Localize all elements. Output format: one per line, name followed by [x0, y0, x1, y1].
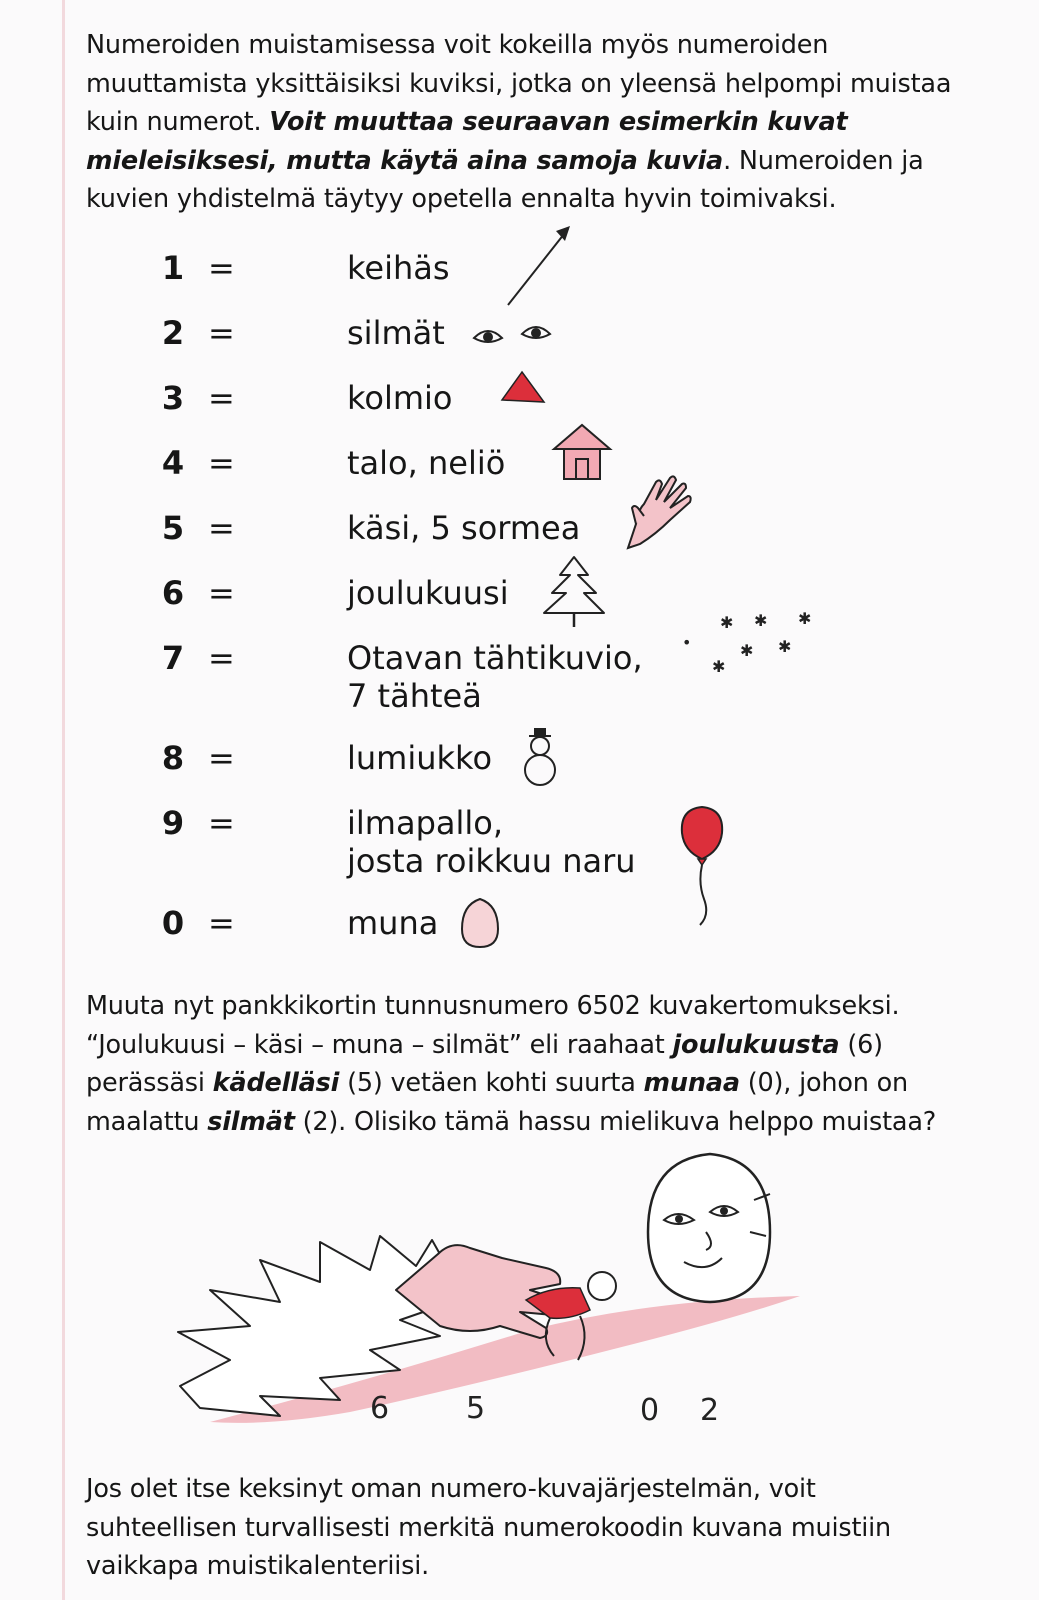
- code-row-6: [0, 573, 1039, 633]
- story-text: (2). Olisiko tämä hassu mielikuva helppo muistaa?: [294, 1106, 937, 1137]
- equals-sign: =: [208, 249, 235, 287]
- svg-text:•: •: [682, 633, 692, 652]
- digit-2: 2: [700, 1393, 720, 1428]
- illustration-digits: [370, 1391, 719, 1428]
- image-word: Otavan tähtikuvio,: [347, 639, 643, 677]
- image-word: talo, neliö: [347, 444, 506, 482]
- story-text: (5) vetäen kohti suurta: [339, 1068, 644, 1098]
- svg-text:✱: ✱: [754, 611, 768, 630]
- triangle-icon: [498, 368, 548, 408]
- code-row-1: [0, 248, 1039, 308]
- story-emphasis-tree: joulukuusta: [672, 1029, 840, 1060]
- image-word: käsi, 5 sormea: [347, 509, 581, 547]
- code-row-0: [0, 903, 1039, 963]
- house-icon: [550, 421, 614, 485]
- image-word: muna: [347, 904, 439, 942]
- face-egg-icon: [648, 1154, 770, 1302]
- story-text: (0), johon on maalattu: [86, 1068, 908, 1137]
- code-row-4: [0, 443, 1039, 503]
- big-dipper-icon: [678, 609, 818, 696]
- intro-paragraph: [86, 26, 966, 219]
- svg-text:✱: ✱: [740, 641, 754, 660]
- snowman-icon: [520, 728, 560, 792]
- person-head: [588, 1272, 616, 1300]
- code-row-2: [0, 313, 1039, 373]
- equals-sign: =: [208, 574, 235, 612]
- digit-label: 3: [161, 379, 185, 417]
- pin-illustration: [170, 1150, 810, 1430]
- digit-label: 9: [161, 804, 185, 842]
- digit-label: 7: [161, 639, 185, 677]
- pin-story-paragraph: [86, 987, 966, 1141]
- code-row-8: [0, 738, 1039, 798]
- digit-0: 0: [640, 1393, 660, 1428]
- code-row-9: [0, 803, 1039, 880]
- equals-sign: =: [208, 739, 235, 777]
- digit-6: 6: [370, 1391, 390, 1426]
- equals-sign: =: [208, 639, 235, 677]
- digit-label: 8: [161, 739, 185, 777]
- digit-label: 1: [161, 249, 185, 287]
- story-emphasis-eyes: silmät: [207, 1106, 295, 1137]
- image-word: keihäs: [347, 249, 450, 287]
- story-emphasis-egg: munaa: [643, 1068, 740, 1098]
- closing-paragraph: Jos olet itse keksinyt oman numero-kuvajärjestelmän, voit suhteellisen turvallisesti merkitä numerokoodin kuvana muistiin vaikkapa muistikalenteriisi.: [86, 1474, 891, 1581]
- image-word: joulukuusi: [347, 574, 509, 612]
- image-word: silmät: [347, 314, 445, 352]
- image-word-line2: 7 tähteä: [347, 677, 482, 715]
- story-emphasis-hand: kädelläsi: [212, 1068, 340, 1098]
- spear-icon: [500, 223, 580, 313]
- svg-text:✱: ✱: [798, 609, 812, 628]
- intro-text: Numeroiden muistamisessa voit kokeilla myös numeroiden muuttamista yksittäisiksi kuviksi, jotka on yleensä helpompi muistaa kuin numerot.: [86, 30, 952, 137]
- story-text: Muuta nyt pankkikortin tunnusnumero 6502 kuvakertomukseksi. “Joulukuusi – käsi – muna – silmät” eli raahaat: [86, 991, 900, 1060]
- code-row-3: [0, 378, 1039, 438]
- margin-line: [62, 0, 65, 1600]
- intro-emphasis: Voit muuttaa seuraavan esimerkin kuvat mieleisiksesi, mutta käytä aina samoja kuvia: [86, 107, 848, 176]
- image-word: lumiukko: [347, 739, 493, 777]
- image-word-line2: josta roikkuu naru: [347, 842, 636, 880]
- eyes-icon: [470, 318, 560, 352]
- digit-label: 2: [161, 314, 185, 352]
- digit-5: 5: [466, 1391, 486, 1426]
- hand-icon: [622, 472, 702, 554]
- equals-sign: =: [208, 379, 235, 417]
- intro-text-end: . Numeroiden ja kuvien yhdistelmä täytyy opetella ennalta hyvin toimivaksi.: [86, 145, 924, 214]
- digit-label: 4: [161, 444, 185, 482]
- digit-label: 6: [161, 574, 185, 612]
- image-word: ilmapallo,: [347, 804, 504, 842]
- code-row-5: [0, 508, 1039, 568]
- christmas-tree-icon: [538, 553, 610, 633]
- equals-sign: =: [208, 804, 235, 842]
- code-row-7: [0, 609, 1039, 715]
- equals-sign: =: [208, 444, 235, 482]
- svg-text:✱: ✱: [778, 637, 792, 656]
- image-word: kolmio: [347, 379, 453, 417]
- svg-text:✱: ✱: [720, 613, 734, 632]
- egg-icon: [458, 895, 502, 951]
- digit-label: 0: [161, 904, 185, 942]
- svg-text:✱: ✱: [712, 657, 726, 676]
- equals-sign: =: [208, 904, 235, 942]
- equals-sign: =: [208, 314, 235, 352]
- story-text: (6) perässäsi: [86, 1029, 883, 1098]
- equals-sign: =: [208, 509, 235, 547]
- digit-label: 5: [161, 509, 185, 547]
